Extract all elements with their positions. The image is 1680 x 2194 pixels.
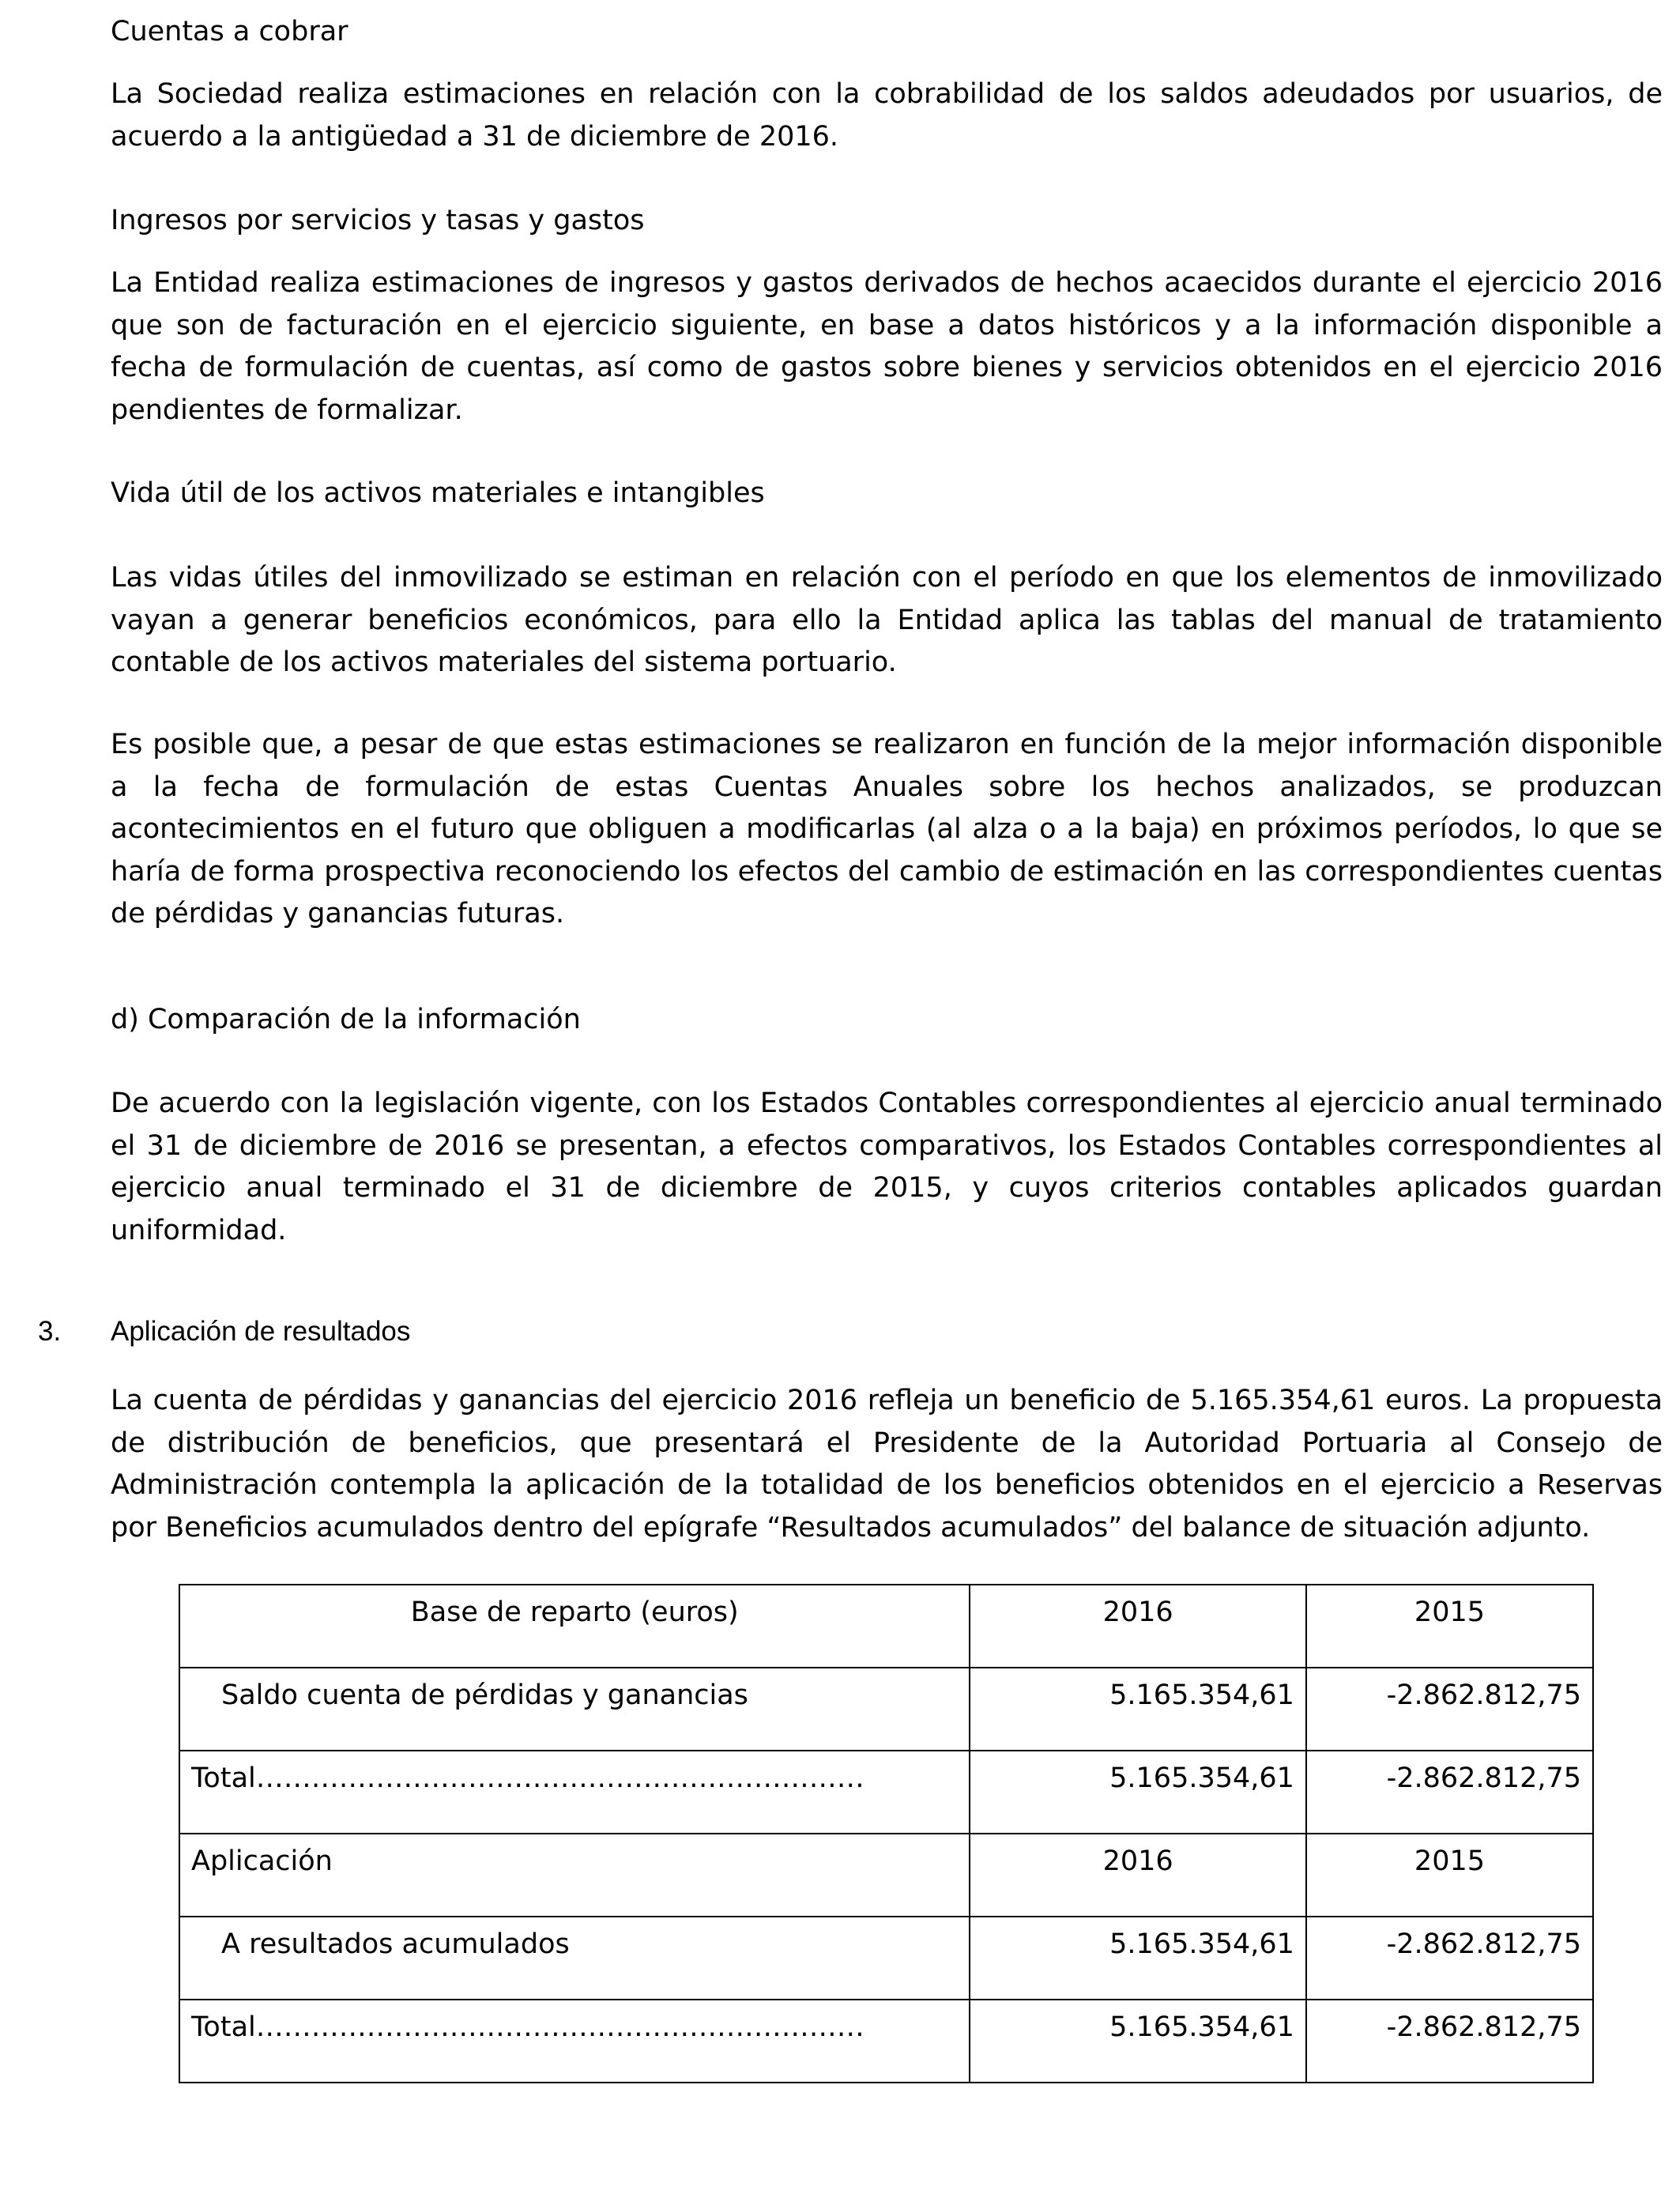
table-row [179,1917,1593,2000]
table-cell-label: Saldo cuenta de pérdidas y ganancias [221,1679,748,1711]
paragraph-comparacion: De acuerdo con la legislación vigente, con los Estados Contables correspondientes al ejercicio anual terminado el 31 de diciembre de 2016 se presentan, a efectos comparativos, los Estados Contables correspondientes al ejercicio anual terminado el 31 de diciembre de 2015, y cuyos criterios contables aplicados guardan uniformidad. [111,1088,1663,1246]
section-number: 3. [38,1316,62,1347]
table-cell-2016: 5.165.354,61 [1109,1928,1294,1960]
table-header-2016: 2016 [1102,1596,1173,1628]
table-cell-label: A resultados acumulados [221,1928,570,1960]
table-row [179,1751,1593,1834]
heading-aplicacion: Aplicación de resultados [111,1316,411,1347]
table-header-2015: 2015 [1414,1596,1485,1628]
heading-cuentas-cobrar: Cuentas a cobrar [111,16,348,47]
table-cell-2015: 2015 [1414,1845,1485,1877]
table-cell-2016: 5.165.354,61 [1109,2011,1294,2043]
paragraph-aplicacion: La cuenta de pérdidas y ganancias del ejercicio 2016 refleja un beneficio de 5.165.354,61 euros. La propuesta de distribución de beneficios, que presentará el Presidente de la Autoridad Portuaria al Consejo de Administración contempla la aplicación de la totalidad de los beneficios obtenidos en el ejercicio a Reservas por Beneficios acumulados dentro del epígrafe “Resultados acumulados” del balance de situación adjunto. [111,1385,1663,1544]
table-cell-label: Aplicación [191,1845,333,1877]
table-cell-2016: 5.165.354,61 [1109,1762,1294,1794]
table-cell-2016: 2016 [1102,1845,1173,1877]
heading-comparacion: d) Comparación de la información [111,1004,581,1035]
table-cell-2016: 5.165.354,61 [1109,1679,1294,1711]
paragraph-ingresos: La Entidad realiza estimaciones de ingresos y gastos derivados de hechos acaecidos durante el ejercicio 2016 que son de facturación en el ejercicio siguiente, en base a datos históricos y a la información disponible a fecha de formulación de cuentas, así como de gastos sobre bienes y servicios obtenidos en el ejercicio 2016 pendientes de formalizar. [111,267,1663,426]
table-row [179,1585,1593,1668]
table-cell-2015: -2.862.812,75 [1386,1679,1581,1711]
table-row [179,2000,1593,2083]
table-cell-2015: -2.862.812,75 [1386,2011,1581,2043]
table-cell-label: Total………………………………………………………… [191,2011,864,2043]
paragraph-estimaciones: Es posible que, a pesar de que estas estimaciones se realizaron en función de la mejor información disponible a la fecha de formulación de estas Cuentas Anuales sobre los hechos analizados, se produzcan acontecimientos en el futuro que obliguen a modificarlas (al alza o a la baja) en próximos períodos, lo que se haría de forma prospectiva reconociendo los efectos del cambio de estimación en las correspondientes cuentas de pérdidas y ganancias futuras. [111,729,1663,929]
paragraph-cuentas-cobrar: La Sociedad realiza estimaciones en relación con la cobrabilidad de los saldos adeudados por usuarios, de acuerdo a la antigüedad a 31 de diciembre de 2016. [111,78,1663,153]
heading-ingresos: Ingresos por servicios y tasas y gastos [111,205,645,236]
table-cell-label: Total………………………………………………………… [191,1762,864,1794]
distribution-table [179,1584,1594,2083]
table-header-base: Base de reparto (euros) [410,1596,739,1628]
table-cell-2015: -2.862.812,75 [1386,1762,1581,1794]
table-cell-2015: -2.862.812,75 [1386,1928,1581,1960]
table-row [179,1834,1593,1917]
heading-vida-util: Vida útil de los activos materiales e intangibles [111,477,765,509]
paragraph-vida-util: Las vidas útiles del inmovilizado se estiman en relación con el período en que los elementos de inmovilizado vayan a generar beneficios económicos, para ello la Entidad aplica las tablas del manual de tratamiento contable de los activos materiales del sistema portuario. [111,562,1663,678]
table-row [179,1668,1593,1751]
